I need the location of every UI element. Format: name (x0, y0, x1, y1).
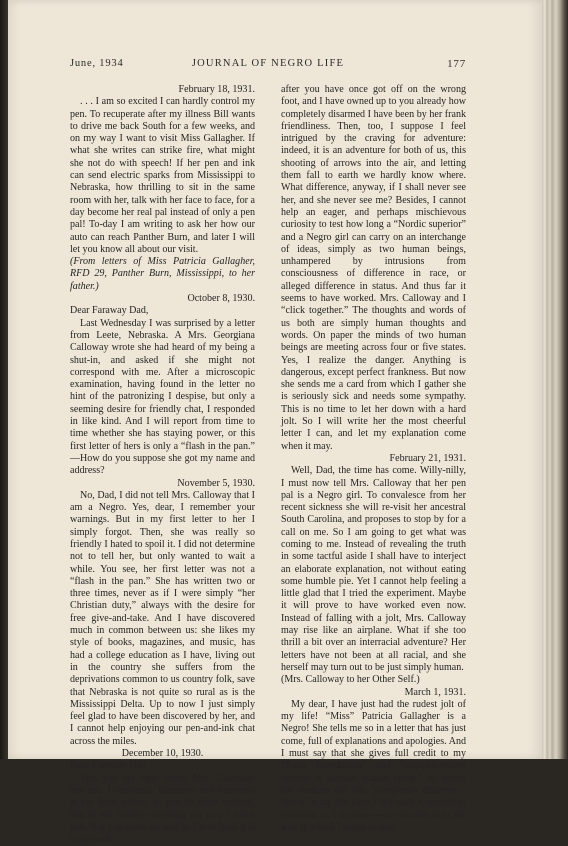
paragraph: . . . I am so excited I can hardly control my pen. To recuperate after my illness Bill wants to drive me back South for a few weeks, and on my way I want to visit Miss Gallagher. If what she writes can strike fire, what might she not do with speech! If her pen and ink can send electric sparks from Mississippi to Nebraska, how thrilling to sit in the same room with her, talk with her face to face, for a day become her real pal instead of only a pen pal! To-day I am writing to ask her how our auto can reach Panther Burn, and later I will let you know all about our visit. (70, 96, 255, 255)
right-column (281, 84, 466, 833)
paragraph: Yes, you are right about Mrs. Calloway and me. Conscience hammers and hammers at me from within, as you do from without, that in not frankly revealing my race I run a risk. But you know as well as I how hard it is to go back (70, 772, 255, 846)
paragraph: My dear, I have just had the rudest jolt of my life! “Miss” Patricia Gallagher is a Negro! She tells me so in a letter that has just come, full of explanations and apologies. And I must say that she gives full credit to my “frank friendliness” and “straightforward interest in another human being,” by which she declares she was “completely disarmed.” Never in my life have I felt such a turmoil of emotions as I do now,— so puzzled as to the way in which I ought to feel. (281, 698, 466, 833)
letter-date: November 5, 1930. (177, 477, 255, 489)
salutation: Dear Faraway Dad, (70, 760, 149, 772)
letter-date: October 8, 1930. (187, 293, 255, 305)
journal-page (8, 0, 542, 846)
letter-date: December 10, 1930. (121, 748, 204, 760)
left-column (70, 84, 255, 846)
letter-date: February 21, 1931. (389, 452, 466, 464)
salutation: Dear Faraway Dad, (70, 305, 149, 317)
paragraph: No, Dad, I did not tell Mrs. Calloway that I am a Negro. Yes, dear, I remember your warnings. But in my first letter to her I simply forgot. Then, she was really so friendly I hated to spoil it. I did not determine not to tell her, but only wanted to wait a while. You see, her first letter was not a “flash in the pan.” She has written two or three times, never as if I were simply “her Christian duty,” always with the desire for free give-and-take. And I have discovered much in common between us: she likes my style of books, magazines, and music, has had a college education as I have, living out in the country she suffers from the deprivations common to us country folk, save that Nebraska is not quite so rural as is the Mississippi Delta. Up to now I just simply feel glad to have been discovered by her, and I cannot help enjoying our pen-and-ink chat across the miles. (70, 489, 255, 747)
page-stack-edge (542, 0, 568, 759)
paragraph: Well, Dad, the time has come. Willy-nilly, I must now tell Mrs. Calloway that her pen pal is a Negro girl. To convalesce from her recent sickness she will re-visit her ancestral South Carolina, and proposes to stop by for a call on me. So I am going to get what was coming to me. Instead of revealing the truth in some tactful aside I shall have to interject an elaborate explanation, not without eating some humble pie. Yet I cannot help feeling a little glad that I tried the experiment. Maybe it will prove to have worked even now. Instead of falling with a jolt, Mrs. Calloway may rise like an airplane. What if she too thrill a bit over an interracial adventure? Her letters have not been at all racial, and she herself may turn out to be just simply human. (281, 465, 466, 673)
book-spine-shadow (0, 0, 8, 759)
header-journal-title: JOURNAL OF NEGRO LIFE (191, 58, 345, 69)
page-number: 177 (447, 58, 466, 70)
letter-date: March 1, 1931. (404, 686, 466, 698)
source-note: (Mrs. Calloway to her Other Self.) (281, 674, 420, 686)
paragraph: after you have once got off on the wrong foot, and I have owned up to you already how completely disarmed I have been by her frank friendliness. Then, too, I suppose I feel intrigued by the craving for adventure: indeed, it is an adventure for both of us, this shooting of arrows into the air, and letting them fall to earth we hardly know where. What difference, anyway, if I shall never see her, and she never see me? Besides, I cannot help an eager, and perhaps mischievous curiosity to test how long a “Nordic superior” and a Negro girl can carry on an interchange of ideas, simply as two human beings, unhampered by intrusions from consciousness of difference in race, or alleged difference in status. And thus far it seems to have worked. Mrs. Calloway and I “click together.” The thoughts and words of us both are simply human thoughts and words. On paper the minds of two human beings are meeting across four or five states. Yes, I realize the danger. Anything is dangerous, except perfect frankness. But now she sends me a card from which I gather she is seriously sick and needs some sympathy. This is no time to let her down with a hard jolt. So I will write her the most cheerful letter I can, and let my explanation come when it may. (281, 84, 466, 452)
letter-date: February 18, 1931. (178, 84, 255, 95)
running-head (70, 58, 466, 74)
paragraph: Last Wednesday I was surprised by a letter from Leete, Nebraska. A Mrs. Georgiana Calloway wrote she had heard of my being a shut-in, and asked if she might not correspond with me. After a microscopic examination, having found in the letter no hint of the patronizing I despise, but only a seeming desire for friendly chat, I responded in like kind. And I will report from time to time whether she has staying power, or this first letter of hers is only a “flash in the pan.” —How do you suppose she got my name and address? (70, 317, 255, 477)
source-note: (From letters of Miss Patricia Gallagher, RFD 29, Panther Burn, Mississippi, to her father.) (70, 256, 255, 292)
header-date: June, 1934 (70, 58, 124, 69)
